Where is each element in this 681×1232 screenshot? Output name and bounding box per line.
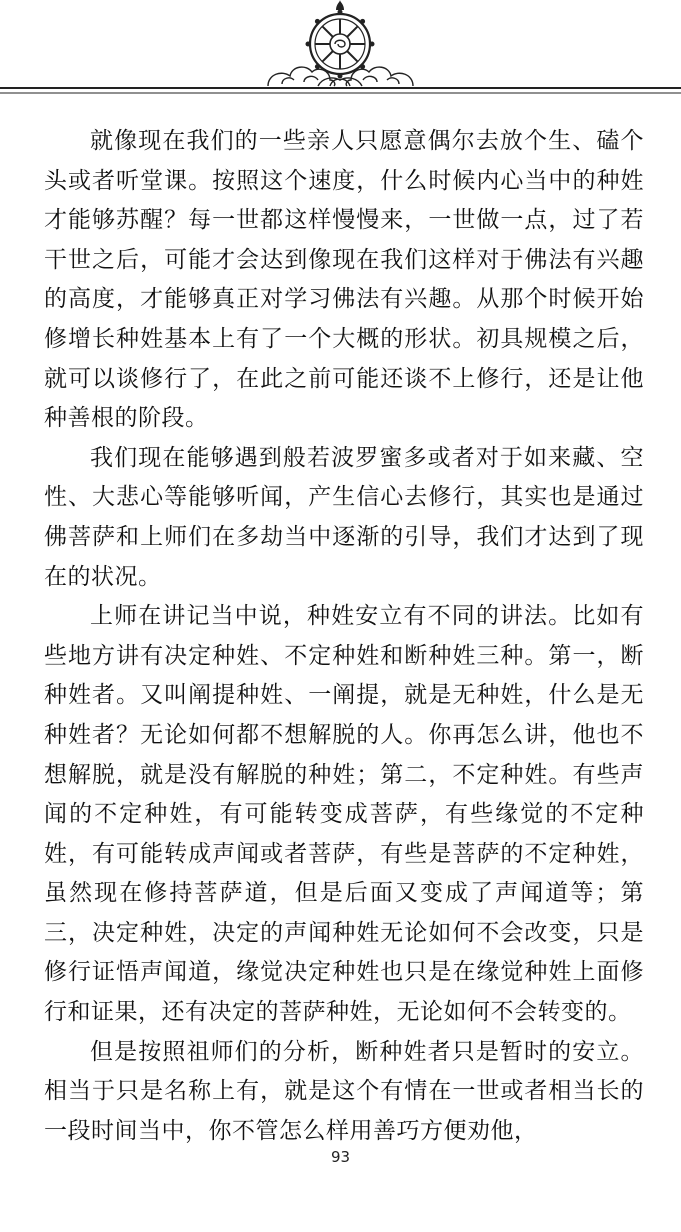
paragraph-3: 上师在讲记当中说，种姓安立有不同的讲法。比如有些地方讲有决定种姓、不定种姓和断种姓三种。第一，断种姓者。又叫阐提种姓、一阐提，就是无种姓，什么是无种姓者？无论如何都不想解脱的人。你再怎么讲，他也不想解脱，就是没有解脱的种姓；第二，不定种姓。有些声闻的不定种姓，有可能转变成菩萨，有些缘觉的不定种姓，有可能转成声闻或者菩萨，有些是菩萨的不定种姓，虽然现在修持菩萨道，但是后面又变成了声闻道等；第三，决定种姓，决定的声闻种姓无论如何不会改变，只是修行证悟声闻道，缘觉决定种姓也只是在缘觉种姓上面修行和证果，还有决定的菩萨种姓，无论如何不会转变的。 [44,603,644,1026]
dharma-wheel-icon [306,0,375,79]
page-header-ornament [0,0,681,110]
paragraph-2: 我们现在能够遇到般若波罗蜜多或者对于如来藏、空性、大悲心等能够听闻，产生信心去修行，其实也是通过佛菩萨和上师们在多劫当中逐渐的引导，我们才达到了现在的状况。 [44,444,644,590]
main-text-body [44,122,644,1151]
paragraph-4: 但是按照祖师们的分析，断种姓者只是暂时的安立。相当于只是名称上有，就是这个有情在一世或者相当长的一段时间当中，你不管怎么样用善巧方便劝他， [44,1038,644,1144]
paragraph-1: 就像现在我们的一些亲人只愿意偶尔去放个生、磕个头或者听堂课。按照这个速度，什么时候内心当中的种姓才能够苏醒？每一世都这样慢慢来，一世做一点，过了若干世之后，可能才会达到像现在我们这样对于佛法有兴趣的高度，才能够真正对学习佛法有兴趣。从那个时候开始修增长种姓基本上有了一个大概的形状。初具规模之后，就可以谈修行了，在此之前可能还谈不上修行，还是让他种善根的阶段。 [44,128,644,432]
header-ornament-svg [0,0,681,110]
lotus-base-icon [318,78,362,86]
page-number: 93 [330,1148,351,1166]
